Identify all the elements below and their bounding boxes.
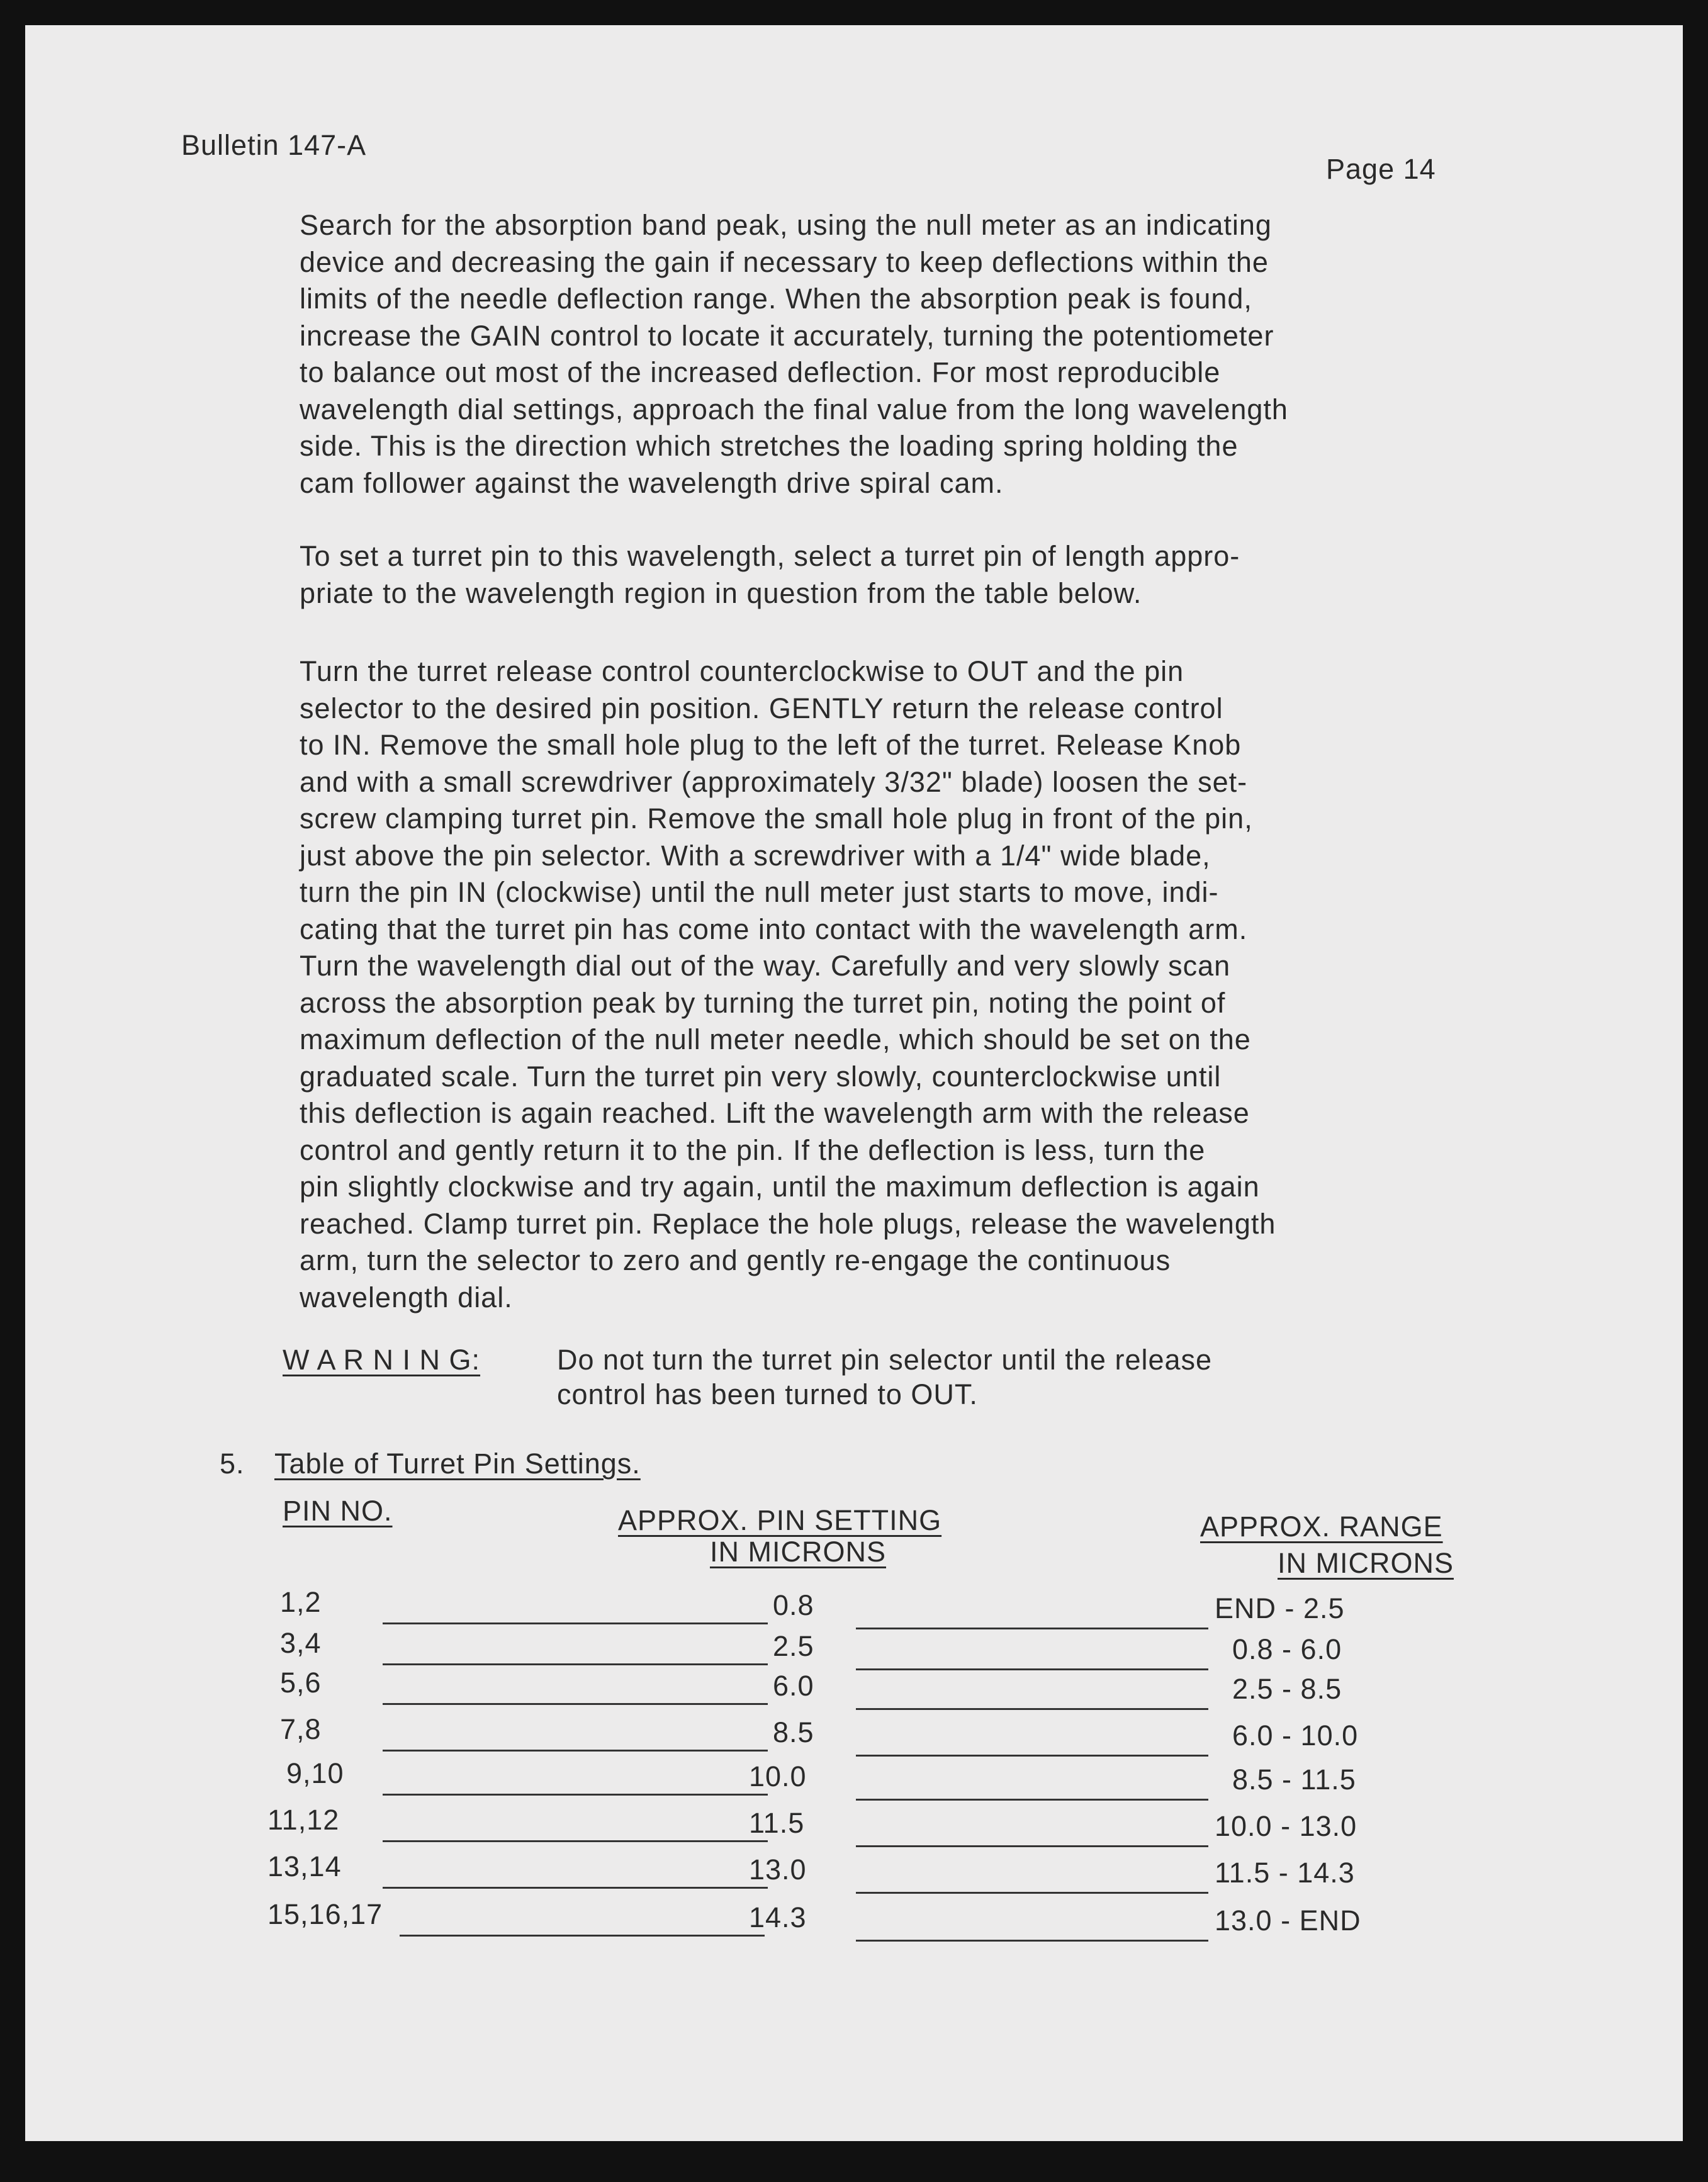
paragraph-line: and with a small screwdriver (approximately 3/32" blade) loosen the set- — [300, 765, 1248, 798]
pin-setting: 0.8 — [773, 1589, 814, 1621]
paragraph-line: Turn the turret release control counterclockwise to OUT and the pin — [300, 655, 1184, 687]
pin-setting: 13.0 — [749, 1853, 807, 1886]
approx-range: 8.5 - 11.5 — [1232, 1763, 1356, 1796]
paragraph-line: this deflection is again reached. Lift the wavelength arm with the release — [300, 1097, 1250, 1129]
pin-setting: 14.3 — [749, 1901, 807, 1933]
leader-line — [856, 1755, 1208, 1757]
approx-range: 6.0 - 10.0 — [1232, 1719, 1359, 1752]
approx-range: 10.0 - 13.0 — [1215, 1810, 1357, 1842]
paragraph-line: priate to the wavelength region in question from the table below. — [300, 576, 1142, 609]
paragraph-line: pin slightly clockwise and try again, until the maximum deflection is again — [300, 1171, 1260, 1203]
paragraph-line: turn the pin IN (clockwise) until the null meter just starts to move, indi- — [300, 876, 1219, 908]
warning-line-2: control has been turned to OUT. — [557, 1378, 978, 1410]
paragraph-line: just above the pin selector. With a screwdriver with a 1/4" wide blade, — [300, 839, 1211, 872]
leader-line — [856, 1708, 1208, 1710]
leader-line — [383, 1663, 768, 1665]
pin-setting: 11.5 — [749, 1807, 805, 1839]
paragraph-line: device and decreasing the gain if necessary to keep deflections within the — [300, 245, 1269, 278]
paragraph-line: screw clamping turret pin. Remove the small hole plug in front of the pin, — [300, 802, 1253, 835]
leader-line — [856, 1668, 1208, 1670]
approx-range: 0.8 - 6.0 — [1232, 1633, 1342, 1665]
approx-range: 13.0 - END — [1215, 1904, 1361, 1937]
paragraph-line: to IN. Remove the small hole plug to the left of the turret. Release Knob — [300, 729, 1242, 761]
paragraph-line: cam follower against the wavelength drive spiral cam. — [300, 466, 1004, 499]
leader-line — [400, 1935, 765, 1937]
leader-line — [383, 1750, 768, 1752]
paragraph-line: to balance out most of the increased deflection. For most reproducible — [300, 356, 1221, 388]
leader-line — [383, 1703, 768, 1705]
paragraph-line: side. This is the direction which stretches the loading spring holding the — [300, 430, 1239, 462]
leader-line — [856, 1892, 1208, 1894]
paragraph-line: graduated scale. Turn the turret pin very slowly, counterclockwise until — [300, 1060, 1222, 1093]
pin-number: 3,4 — [280, 1627, 322, 1659]
leader-line — [856, 1845, 1208, 1847]
paragraph-line: across the absorption peak by turning the turret pin, noting the point of — [300, 986, 1226, 1019]
bulletin-number: Bulletin 147-A — [181, 129, 367, 161]
header-setting-units: IN MICRONS — [710, 1536, 886, 1568]
pin-number: 15,16,17 — [267, 1898, 383, 1930]
paragraph-line: To set a turret pin to this wavelength, select a turret pin of length appro- — [300, 540, 1240, 572]
approx-range: END - 2.5 — [1215, 1592, 1345, 1624]
section-number: 5. — [220, 1448, 245, 1480]
pin-number: 5,6 — [280, 1667, 322, 1699]
paragraph-line: Search for the absorption band peak, using the null meter as an indicating — [300, 209, 1272, 241]
paragraph-line: wavelength dial. — [300, 1281, 513, 1313]
pin-number: 13,14 — [267, 1850, 342, 1882]
paragraph-line: reached. Clamp turret pin. Replace the hole plugs, release the wavelength — [300, 1207, 1276, 1240]
leader-line — [383, 1794, 768, 1796]
paragraph-line: increase the GAIN control to locate it accurately, turning the potentiometer — [300, 319, 1274, 352]
pin-number: 11,12 — [267, 1804, 340, 1836]
pin-setting: 8.5 — [773, 1716, 814, 1748]
header-setting: APPROX. PIN SETTING — [618, 1504, 942, 1536]
approx-range: 11.5 - 14.3 — [1215, 1857, 1355, 1889]
leader-line — [383, 1887, 768, 1889]
pin-setting: 2.5 — [773, 1630, 814, 1662]
header-pin-no: PIN NO. — [283, 1495, 393, 1527]
header-range-units: IN MICRONS — [1278, 1547, 1454, 1579]
paragraph-line: maximum deflection of the null meter needle, which should be set on the — [300, 1023, 1251, 1055]
leader-line — [856, 1799, 1208, 1801]
page-number: Page 14 — [1326, 153, 1436, 185]
warning-label: W A R N I N G: — [283, 1344, 481, 1376]
header-range: APPROX. RANGE — [1200, 1510, 1443, 1543]
leader-line — [383, 1622, 768, 1624]
paragraph-line: limits of the needle deflection range. When the absorption peak is found, — [300, 283, 1252, 315]
pin-setting: 6.0 — [773, 1670, 814, 1702]
pin-setting: 10.0 — [749, 1760, 807, 1792]
approx-range: 2.5 - 8.5 — [1232, 1673, 1342, 1705]
pin-number: 9,10 — [286, 1757, 344, 1789]
paragraph-line: cating that the turret pin has come into contact with the wavelength arm. — [300, 913, 1248, 945]
paragraph-line: selector to the desired pin position. GENTLY return the release control — [300, 692, 1223, 724]
pin-number: 7,8 — [280, 1713, 322, 1745]
pin-number: 1,2 — [280, 1586, 322, 1618]
leader-line — [856, 1628, 1208, 1629]
paragraph-line: control and gently return it to the pin. If the deflection is less, turn the — [300, 1133, 1206, 1166]
leader-line — [856, 1940, 1208, 1942]
warning-line-1: Do not turn the turret pin selector until the release — [557, 1344, 1213, 1376]
paragraph-line: wavelength dial settings, approach the final value from the long wavelength — [300, 393, 1288, 425]
leader-line — [383, 1840, 768, 1842]
section-title: Table of Turret Pin Settings. — [274, 1448, 641, 1480]
paragraph-line: arm, turn the selector to zero and gently re-engage the continuous — [300, 1244, 1171, 1276]
paragraph-line: Turn the wavelength dial out of the way. Carefully and very slowly scan — [300, 950, 1231, 982]
